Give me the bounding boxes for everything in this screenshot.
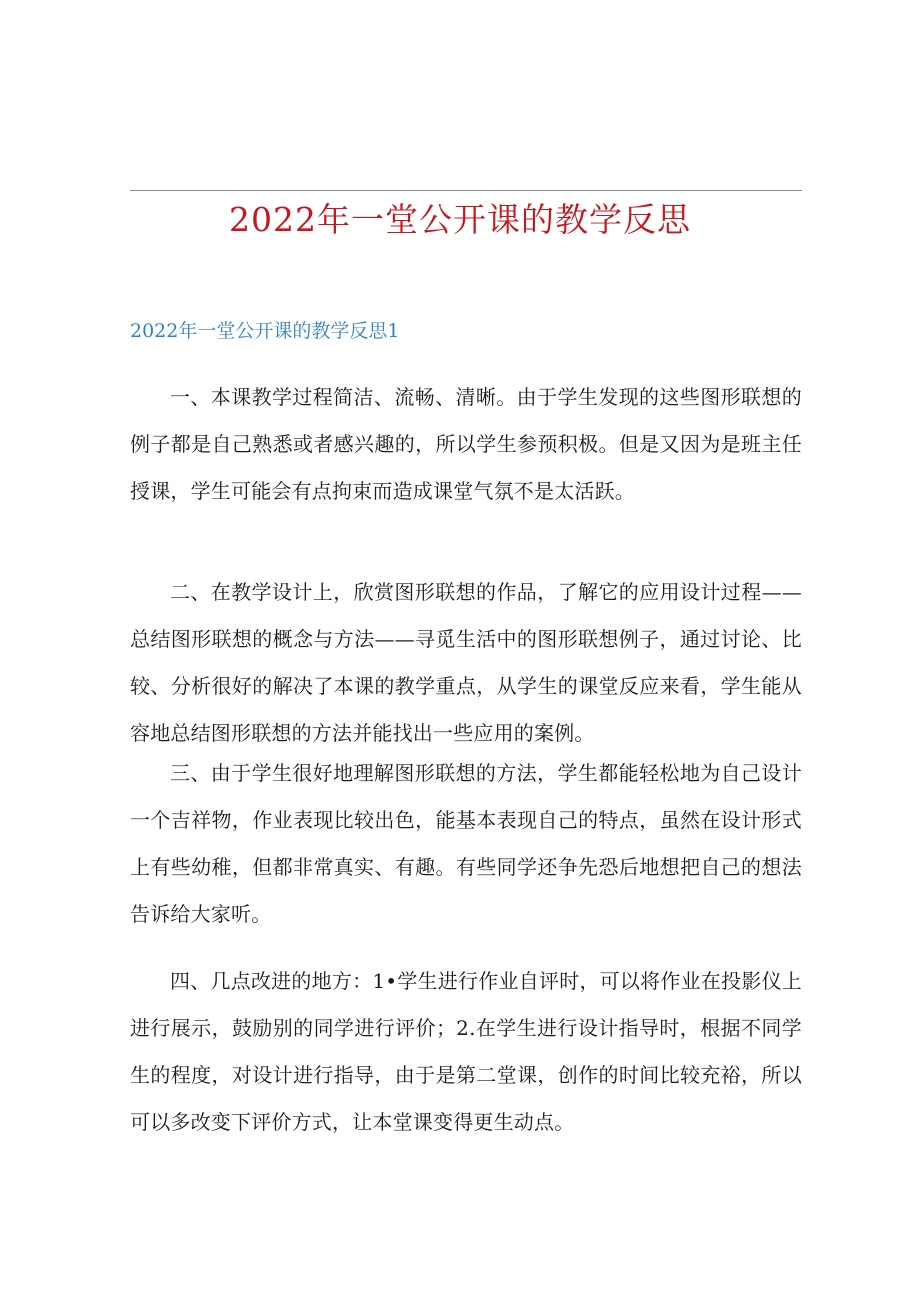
section-heading: 2022年一堂公开课的教学反思1 bbox=[130, 320, 400, 342]
paragraph-1: 一、本课教学过程简洁、流畅、清晰。由于学生发现的这些图形联想的例子都是自己熟悉或者感兴趣的，所以学生参预积极。但是又因为是班主任授课，学生可能会有点拘束而造成课堂气氛不是太活跃。 bbox=[130, 385, 802, 503]
paragraph-4: 四、几点改进的地方：1•学生进行作业自评时，可以将作业在投影仪上进行展示，鼓励别的同学进行评价；2.在学生进行设计指导时，根据不同学生的程度，对设计进行指导，由于是第二堂课，创作的时间比较充裕，所以可以多改变下评价方式，让本堂课变得更生动点。 bbox=[130, 969, 802, 1134]
paragraph-3: 三、由于学生很好地理解图形联想的方法，学生都能轻松地为自己设计一个吉祥物，作业表现比较出色，能基本表现自己的特点，虽然在设计形式上有些幼稚，但都非常真实、有趣。有些同学还争先恐后地想把自己的想法告诉给大家听。 bbox=[130, 761, 802, 926]
document-title: 2022年一堂公开课的教学反思 bbox=[229, 200, 691, 239]
paragraph-2: 二、在教学设计上，欣赏图形联想的作品，了解它的应用设计过程——总结图形联想的概念与方法——寻觅生活中的图形联想例子，通过讨论、比较、分析很好的解决了本课的教学重点，从学生的课堂反应来看，学生能从容地总结图形联想的方法并能找出一些应用的案例。 bbox=[130, 580, 802, 745]
header-divider bbox=[130, 190, 802, 191]
